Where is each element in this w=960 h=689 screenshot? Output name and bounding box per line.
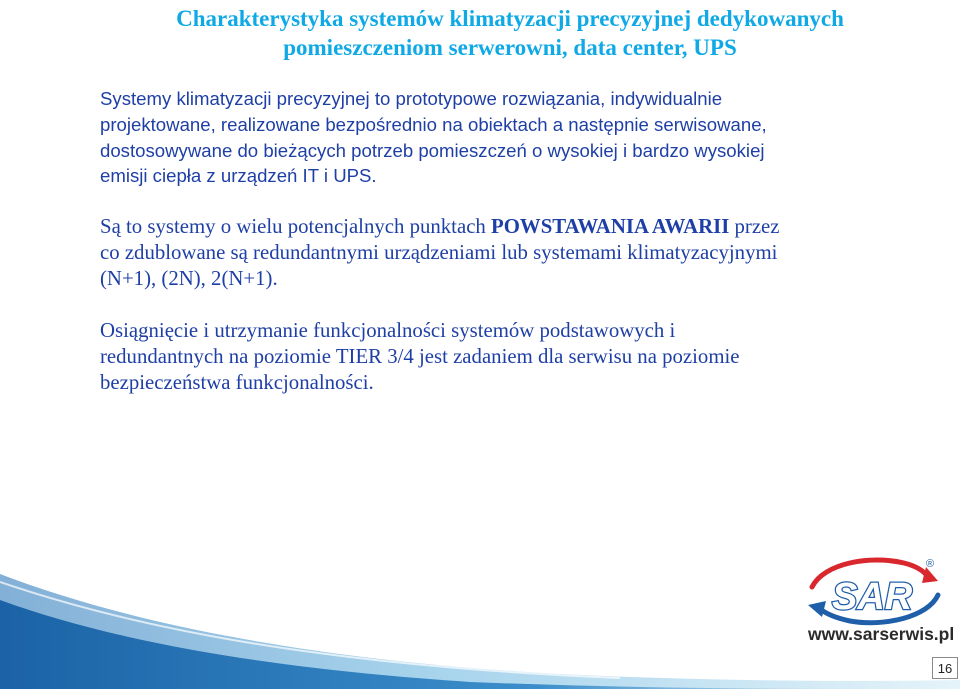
slide-title-line-1: Charakterystyka systemów klimatyzacji precyzyjnej dedykowanych (176, 6, 844, 31)
paragraph-intro-line-2: projektowane, realizowane bezpośrednio na obiektach a następnie serwisowane, (100, 113, 767, 135)
paragraph-failure-line-3: (N+1), (2N), 2(N+1). (100, 267, 278, 290)
logo-text: SAR (832, 576, 913, 618)
failure-emphasis: POWSTAWANIA AWARII (491, 215, 730, 238)
paragraph-tier-line-3: bezpieczeństwa funkcjonalności. (100, 371, 374, 394)
sar-logo-graphic (800, 555, 950, 630)
website-url: www.sarserwis.pl (808, 624, 955, 644)
paragraph-intro-line-1: Systemy klimatyzacji precyzyjnej to prototypowe rozwiązania, indywidualnie (100, 88, 723, 109)
paragraph-intro-line-4: emisji ciepła z urządzeń IT i UPS. (100, 165, 377, 187)
slide-title-line-2: pomieszczeniom serwerowni, data center, UPS (283, 35, 737, 60)
paragraph-failure-line-2: co zdublowane są redundantnymi urządzeniami lub systemami klimatyzacyjnymi (100, 241, 778, 264)
paragraph-intro-line-3: dostosowywane do bieżących potrzeb pomieszczeń o wysokiej i bardzo wysokiej (100, 139, 765, 161)
page-number: 16 (932, 657, 958, 679)
paragraph-failure-line-1-suffix: przez (729, 215, 780, 238)
registered-mark: ® (926, 558, 935, 570)
paragraph-tier-line-2: redundantnych na poziomie TIER 3/4 jest zadaniem dla serwisu na poziomie (100, 345, 740, 368)
paragraph-intro (100, 86, 920, 189)
logo-arrow-blue (808, 601, 826, 617)
paragraph-failure-points (100, 214, 920, 292)
paragraph-failure-line-1-prefix: Są to systemy o wielu potencjalnych punktach (100, 215, 492, 238)
paragraph-tier-line-1: Osiągnięcie i utrzymanie funkcjonalności systemów podstawowych i (100, 319, 676, 342)
slide-title (100, 4, 920, 62)
paragraph-tier-service (100, 318, 920, 396)
